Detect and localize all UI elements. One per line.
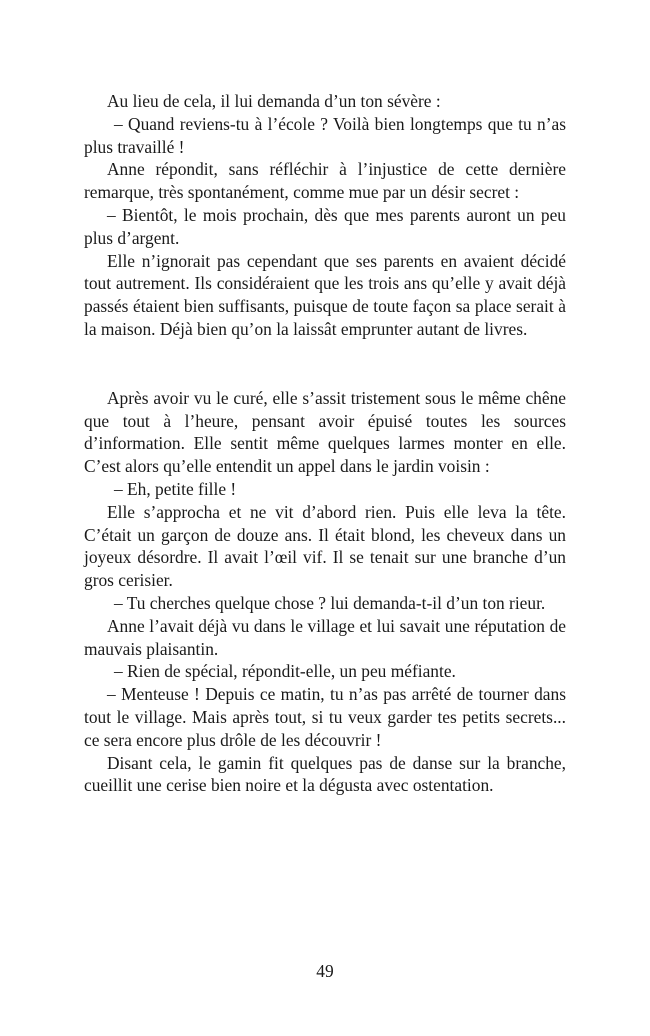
dialogue-line: – Rien de spécial, répondit-elle, un peu méfiante. xyxy=(114,661,456,682)
page-body xyxy=(84,90,566,797)
paragraph: Disant cela, le gamin fit quelques pas de danse sur la branche, cueillit une cerise bien noire et la dégusta avec ostentation. xyxy=(84,752,566,796)
dialogue-line: – Tu cherches quelque chose ? lui demanda-t-il d’un ton rieur. xyxy=(114,592,546,613)
dialogue-line: – Eh, petite fille ! xyxy=(114,478,237,499)
page-number: 49 xyxy=(316,961,334,981)
paragraph: Au lieu de cela, il lui demanda d’un ton sévère : xyxy=(107,91,441,111)
dialogue-line: – Bientôt, le mois prochain, dès que mes parents auront un peu plus d’argent. xyxy=(84,204,566,248)
paragraph: Anne répondit, sans réfléchir à l’injustice de cette dernière remarque, très spontanément, comme mue par un désir secret : xyxy=(84,159,566,203)
dialogue-line: – Menteuse ! Depuis ce matin, tu n’as pas arrêté de tourner dans tout le village. Mais après tout, si tu veux garder tes petits secrets... ce sera encore plus drôle de les découvrir ! xyxy=(84,684,566,750)
paragraph: Elle s’approcha et ne vit d’abord rien. Puis elle leva la tête. C’était un garçon de douze ans. Il était blond, les cheveux dans un joyeux désordre. Il avait l’œil vif. Il se tenait sur une branche d’un gros cerisier. xyxy=(84,501,566,591)
dialogue-line: – Quand reviens-tu à l’école ? Voilà bien longtemps que tu n’as plus travaillé ! xyxy=(84,113,566,157)
paragraph: Elle n’ignorait pas cependant que ses parents en avaient décidé tout autrement. Ils considéraient que les trois ans qu’elle y avait déjà passés étaient bien suffisants, puisque de toute façon sa place serait à la maison. Déjà bien qu’on la laissât emprunter autant de livres. xyxy=(84,250,566,339)
paragraph: Après avoir vu le curé, elle s’assit tristement sous le même chêne que tout à l’heure, pensant avoir épuisé toutes les sources d’information. Elle sentit même quelques larmes monter en elle. C’est alors qu’elle entendit un appel dans le jardin voisin : xyxy=(84,387,566,477)
paragraph: Anne l’avait déjà vu dans le village et lui savait une réputation de mauvais plaisantin. xyxy=(84,615,566,659)
section-break xyxy=(84,341,566,387)
